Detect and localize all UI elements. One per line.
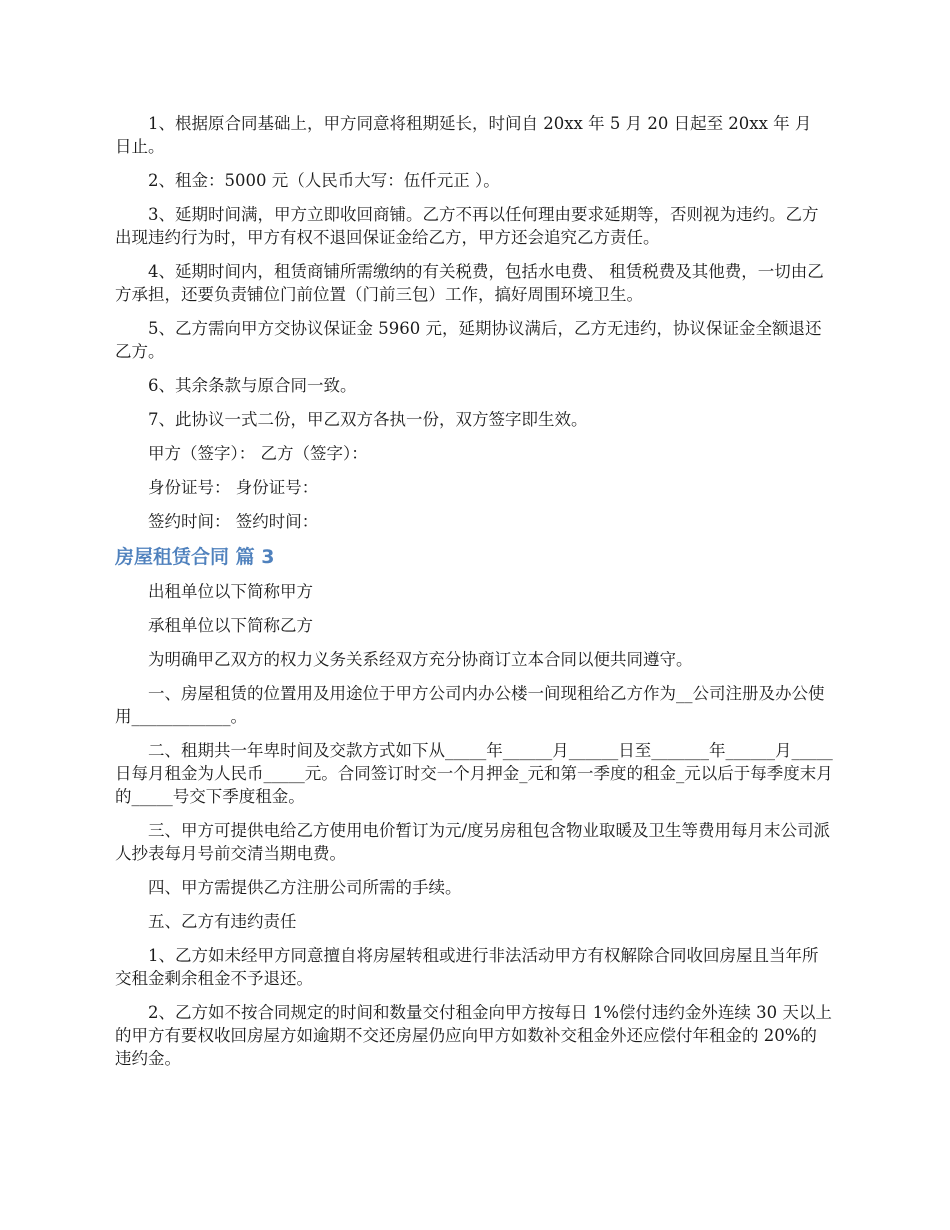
signature-line: 甲方（签字）： 乙方（签字）： xyxy=(148,444,368,463)
paragraph-clause-2: 2、租金：5000 元（人民币大写：伍仟元正 ）。 xyxy=(148,171,500,190)
paragraph-article-5: 五、乙方有违约责任 xyxy=(148,912,297,931)
paragraph-article-4: 四、甲方需提供乙方注册公司所需的手续。 xyxy=(148,878,462,897)
sign-date-line: 签约时间： 签约时间： xyxy=(148,512,319,531)
paragraph-breach-2: 2、乙方如不按合同规定的时间和数量交付租金向甲方按每日 1%偿付违约金外连续 30 天以上的甲方有要权收回房屋方如逾期不交还房屋仍应向甲方如数补交租金外还应偿付年租金的 20%的违约金。 xyxy=(115,1003,832,1068)
paragraph-clause-4: 4、延期时间内，租赁商铺所需缴纳的有关税费，包括水电费、 租赁税费及其他费，一切由乙方承担，还要负责铺位门前位置（门前三包）工作，搞好周围环境卫生。 xyxy=(115,262,824,304)
paragraph-lessor: 出租单位以下简称甲方 xyxy=(148,582,313,601)
paragraph-preamble: 为明确甲乙双方的权力义务关系经双方充分协商订立本合同以便共同遵守。 xyxy=(148,650,693,669)
paragraph-clause-3: 3、延期时间满，甲方立即收回商铺。乙方不再以任何理由要求延期等，否则视为违约。乙方出现违约行为时，甲方有权不退回保证金给乙方，甲方还会追究乙方责任。 xyxy=(115,205,819,247)
paragraph-lessee: 承租单位以下简称乙方 xyxy=(148,616,313,635)
paragraph-article-3: 三、甲方可提供电给乙方使用电价暂订为元/度另房租包含物业取暖及卫生等费用每月末公司派人抄表每月号前交清当期电费。 xyxy=(115,821,831,863)
paragraph-clause-5: 5、乙方需向甲方交协议保证金 5960 元，延期协议满后，乙方无违约，协议保证金全额退还乙方。 xyxy=(115,319,822,361)
paragraph-article-2: 二、租期共一年卑时间及交款方式如下从_____年______月______日至_______年______月_____日每月租金为人民币_____元。合同签订时交一个月押金_元和第一季度的租金_元以后于每季度末月的_____号交下季度租金。 xyxy=(115,741,833,806)
paragraph-article-1: 一、房屋租赁的位置用及用途位于甲方公司内办公楼一间现租给乙方作为__公司注册及办公使用____________。 xyxy=(115,684,825,726)
paragraph-breach-1: 1、乙方如未经甲方同意擅自将房屋转租或进行非法活动甲方有权解除合同收回房屋且当年所交租金剩余租金不予退还。 xyxy=(115,946,819,988)
id-number-line: 身份证号： 身份证号： xyxy=(148,478,319,497)
document-content xyxy=(115,112,833,1081)
paragraph-clause-6: 6、其余条款与原合同一致。 xyxy=(148,376,357,395)
paragraph-clause-1: 1、根据原合同基础上，甲方同意将租期延长，时间自 20xx 年 5 月 20 日起至 20xx 年 月 日止。 xyxy=(115,114,812,156)
section-heading: 房屋租赁合同 篇 3 xyxy=(115,546,275,568)
paragraph-clause-7: 7、此协议一式二份，甲乙双方各执一份，双方签字即生效。 xyxy=(148,410,588,429)
